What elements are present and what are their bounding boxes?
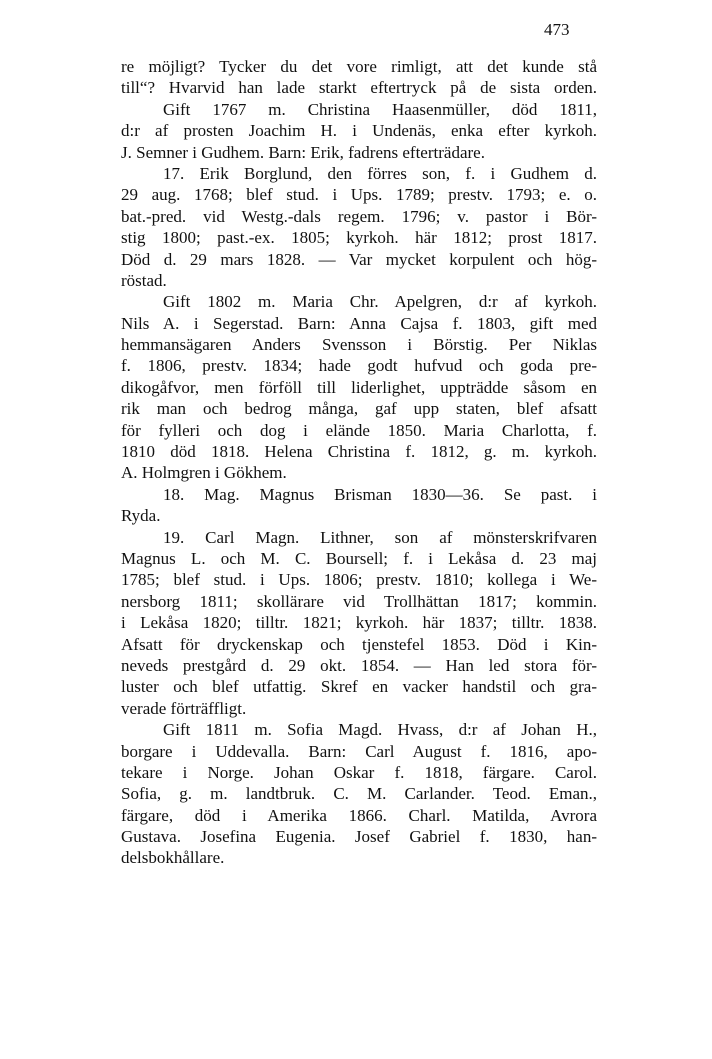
text-line: 29 aug. 1768; blef stud. i Ups. 1789; prestv. 1793; e. o. (121, 185, 597, 205)
text-line: Gift 1802 m. Maria Chr. Apelgren, d:r af kyrkoh. (163, 292, 597, 312)
text-line: delsbokhållare. (121, 848, 225, 868)
text-line: Nils A. i Segerstad. Barn: Anna Cajsa f. 1803, gift med (121, 313, 597, 333)
text-line: 18. Mag. Magnus Brisman 1830—36. Se past. i (163, 484, 597, 504)
text-line: Magnus L. och M. C. Boursell; f. i Lekåsa d. 23 maj (121, 548, 597, 568)
text-line: bat.-pred. vid Westg.-dals regem. 1796; v. pastor i Bör- (121, 206, 597, 226)
text-line: f. 1806, prestv. 1834; hade godt hufvud och goda pre- (121, 356, 597, 376)
text-line: i Lekåsa 1820; tilltr. 1821; kyrkoh. här 1837; tilltr. 1838. (121, 613, 597, 633)
text-line: till“? Hvarvid han lade starkt eftertryck på de sista orden. (121, 78, 597, 98)
text-line: rik man och bedrog många, gaf upp staten, blef afsatt (121, 399, 597, 419)
text-line: 19. Carl Magn. Lithner, son af mönsterskrifvaren (163, 527, 597, 547)
text-line: A. Holmgren i Gökhem. (121, 463, 287, 483)
text-line: för fylleri och dog i elände 1850. Maria Charlotta, f. (121, 420, 597, 440)
text-line: dikogåfvor, men förföll till liderlighet, uppträdde såsom en (121, 377, 597, 397)
text-line: Sofia, g. m. landtbruk. C. M. Carlander. Teod. Eman., (121, 784, 597, 804)
text-line: hemmansägaren Anders Svensson i Börstig. Per Niklas (121, 335, 597, 355)
text-line: Afsatt för dryckenskap och tjenstefel 1853. Död i Kin- (121, 634, 597, 654)
text-line: stig 1800; past.-ex. 1805; kyrkoh. här 1812; prost 1817. (121, 228, 597, 248)
text-line: 1810 död 1818. Helena Christina f. 1812, g. m. kyrkoh. (121, 442, 597, 462)
text-line: d:r af prosten Joachim H. i Undenäs, enka efter kyrkoh. (121, 121, 597, 141)
text-line: Gift 1811 m. Sofia Magd. Hvass, d:r af Johan H., (163, 720, 597, 740)
text-line: borgare i Uddevalla. Barn: Carl August f. 1816, apo- (121, 741, 597, 761)
text-line: Död d. 29 mars 1828. — Var mycket korpulent och hög- (121, 249, 597, 269)
text-line: 1785; blef stud. i Ups. 1806; prestv. 1810; kollega i We- (121, 570, 597, 590)
text-line: röstad. (121, 270, 167, 290)
text-line: Gift 1767 m. Christina Haasenmüller, död 1811, (163, 99, 597, 119)
text-line: 17. Erik Borglund, den förres son, f. i Gudhem d. (163, 163, 597, 183)
text-line: re möjligt? Tycker du det vore rimligt, att det kunde stå (121, 57, 597, 76)
text-line: verade förträffligt. (121, 698, 247, 718)
text-line: luster och blef utfattig. Skref en vacker handstil och gra- (121, 677, 597, 697)
text-line: nersborg 1811; skollärare vid Trollhättan 1817; kommin. (121, 591, 597, 611)
body-text (121, 56, 597, 869)
text-line: Ryda. (121, 506, 161, 526)
text-line: färgare, död i Amerika 1866. Charl. Matilda, Avrora (121, 805, 597, 825)
text-line: J. Semner i Gudhem. Barn: Erik, fadrens efterträdare. (121, 142, 485, 162)
text-line: tekare i Norge. Johan Oskar f. 1818, färgare. Carol. (121, 762, 597, 782)
text-line: neveds prestgård d. 29 okt. 1854. — Han led stora för- (121, 655, 597, 675)
page-number: 473 (544, 20, 570, 39)
text-line: Gustava. Josefina Eugenia. Josef Gabriel f. 1830, han- (121, 827, 597, 847)
